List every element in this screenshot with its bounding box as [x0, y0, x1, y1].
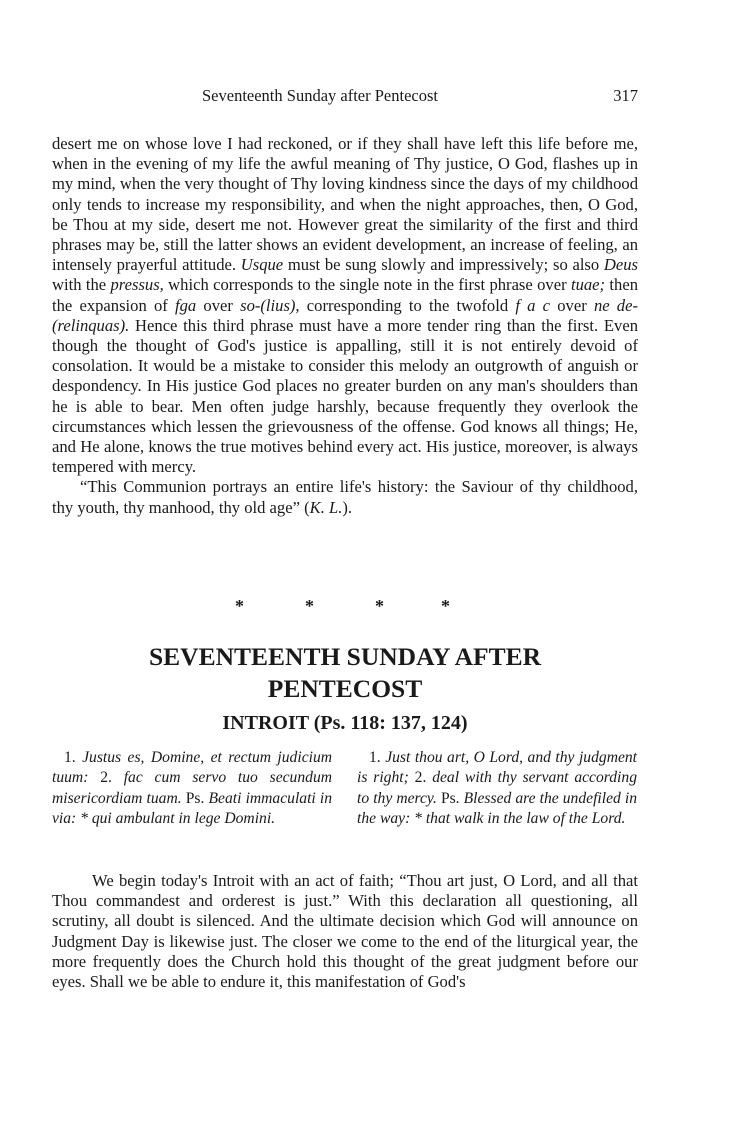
english-psalm-verse: Blessed are the undefiled in the way: * that walk in the law of the Lord.	[357, 789, 637, 827]
body-paragraph	[52, 477, 638, 517]
running-title: Seventeenth Sunday after Pentecost	[202, 86, 438, 105]
asterisk: *	[375, 596, 384, 616]
text-run: must be sung slowly and impressively; so also	[283, 255, 604, 275]
verse-number: 2.	[408, 769, 433, 787]
text-run: over	[550, 295, 594, 315]
text-run: over	[196, 295, 241, 315]
english-introit	[357, 748, 637, 829]
section-break	[52, 596, 638, 618]
section-heading-line: SEVENTEENTH SUNDAY AFTER	[148, 642, 542, 671]
text-run: corresponding to the twofold	[299, 295, 516, 315]
asterisk: *	[305, 596, 314, 616]
latin-verse: Justus es, Domine, et rectum judicium tuum:	[52, 749, 333, 787]
text-run: which corresponds to the single note in the first phrase over	[163, 275, 571, 295]
italic-term: fga	[175, 295, 197, 315]
citation-abbreviation: K. L.	[309, 497, 343, 517]
latin-text-column	[52, 748, 332, 829]
psalm-marker: Ps.	[181, 789, 209, 807]
text-run: ).	[342, 497, 353, 517]
verse-number: 2.	[88, 769, 124, 787]
english-text-column	[357, 748, 637, 829]
text-run: Hence this third phrase must have a more tender ring than the first. Even though the thought of God's justice is appalling, still it is not entirely devoid of consolation. It would be a mistake to consider this melody an outgrowth of anguish or despondency. In His justice God places no greater burden on any man's shoulders than he is able to bear. Men often judge harshly, because frequently they overlook the circumstances which lessen the grievousness of the offense. God knows all things; He, and He alone, knows the true motives behind every act. His justice, moreover, is always tempered with mercy.	[52, 315, 638, 477]
english-verse: Just thou art, O Lord, and thy judgment is right;	[357, 749, 638, 787]
english-verse: deal with thy servant according to thy mercy.	[357, 769, 637, 807]
text-run: “This Communion portrays an entire life's history: the Saviour of thy childhood, thy youth, thy manhood, thy old age” (	[52, 477, 638, 517]
text-run: then the expansion of	[52, 275, 639, 315]
italic-term: ne de-(relinquas).	[52, 295, 638, 335]
italic-term: pressus,	[110, 275, 164, 295]
asterisk: *	[235, 596, 244, 616]
italic-term: Usque	[240, 255, 284, 275]
text-run: desert me on whose love I had reckoned, or if they shall have left this life before me, when in the evening of my life the awful meaning of Thy justice, O God, flashes up in my mind, when the very thought of Thy loving kindness since the days of my childhood only tends to increase my responsibility, and when the night approaches, then, O God, be Thou at my side, desert me not. However great the similarity of the first and third phrases may be, still the latter shows an evident development, an increase of feeling, an intensely prayerful attitude.	[52, 134, 638, 275]
asterisk: *	[441, 596, 450, 616]
commentary-paragraph: We begin today's Introit with an act of faith; “Thou art just, O Lord, and all that Thou commandest and orderest is just.” With this declaration all questioning, all scrutiny, all doubt is silenced. And the ultimate decision which God will announce on Judgment Day is likewise just. The closer we come to the end of the liturgical year, the more frequently does the Church hold this thought of the great judgment before our eyes. Shall we be able to endure it, this manifestation of God's	[52, 871, 638, 992]
section-heading-line: PENTECOST	[267, 674, 423, 703]
section-heading	[52, 641, 638, 705]
page-number: 317	[613, 86, 638, 105]
latin-psalm-verse: Beati immaculati in via: * qui ambulant in lege Domini.	[52, 789, 333, 827]
italic-term: so-(lius),	[240, 295, 300, 315]
latin-verse: fac cum servo tuo secundum misericordiam tuam.	[52, 769, 333, 807]
body-paragraph	[52, 134, 638, 477]
text-run: with the	[52, 275, 111, 295]
latin-introit	[52, 748, 332, 829]
psalm-marker: Ps.	[436, 789, 464, 807]
introit-heading: INTROIT (Ps. 118: 137, 124)	[222, 712, 468, 734]
body-text	[52, 134, 638, 518]
italic-term: tuae;	[570, 275, 606, 295]
running-head	[52, 86, 638, 110]
italic-term: f a c	[515, 295, 551, 315]
verse-number: 1.	[64, 749, 83, 766]
commentary	[52, 871, 638, 992]
italic-term: Deus	[603, 255, 638, 275]
verse-number: 1.	[369, 749, 386, 766]
